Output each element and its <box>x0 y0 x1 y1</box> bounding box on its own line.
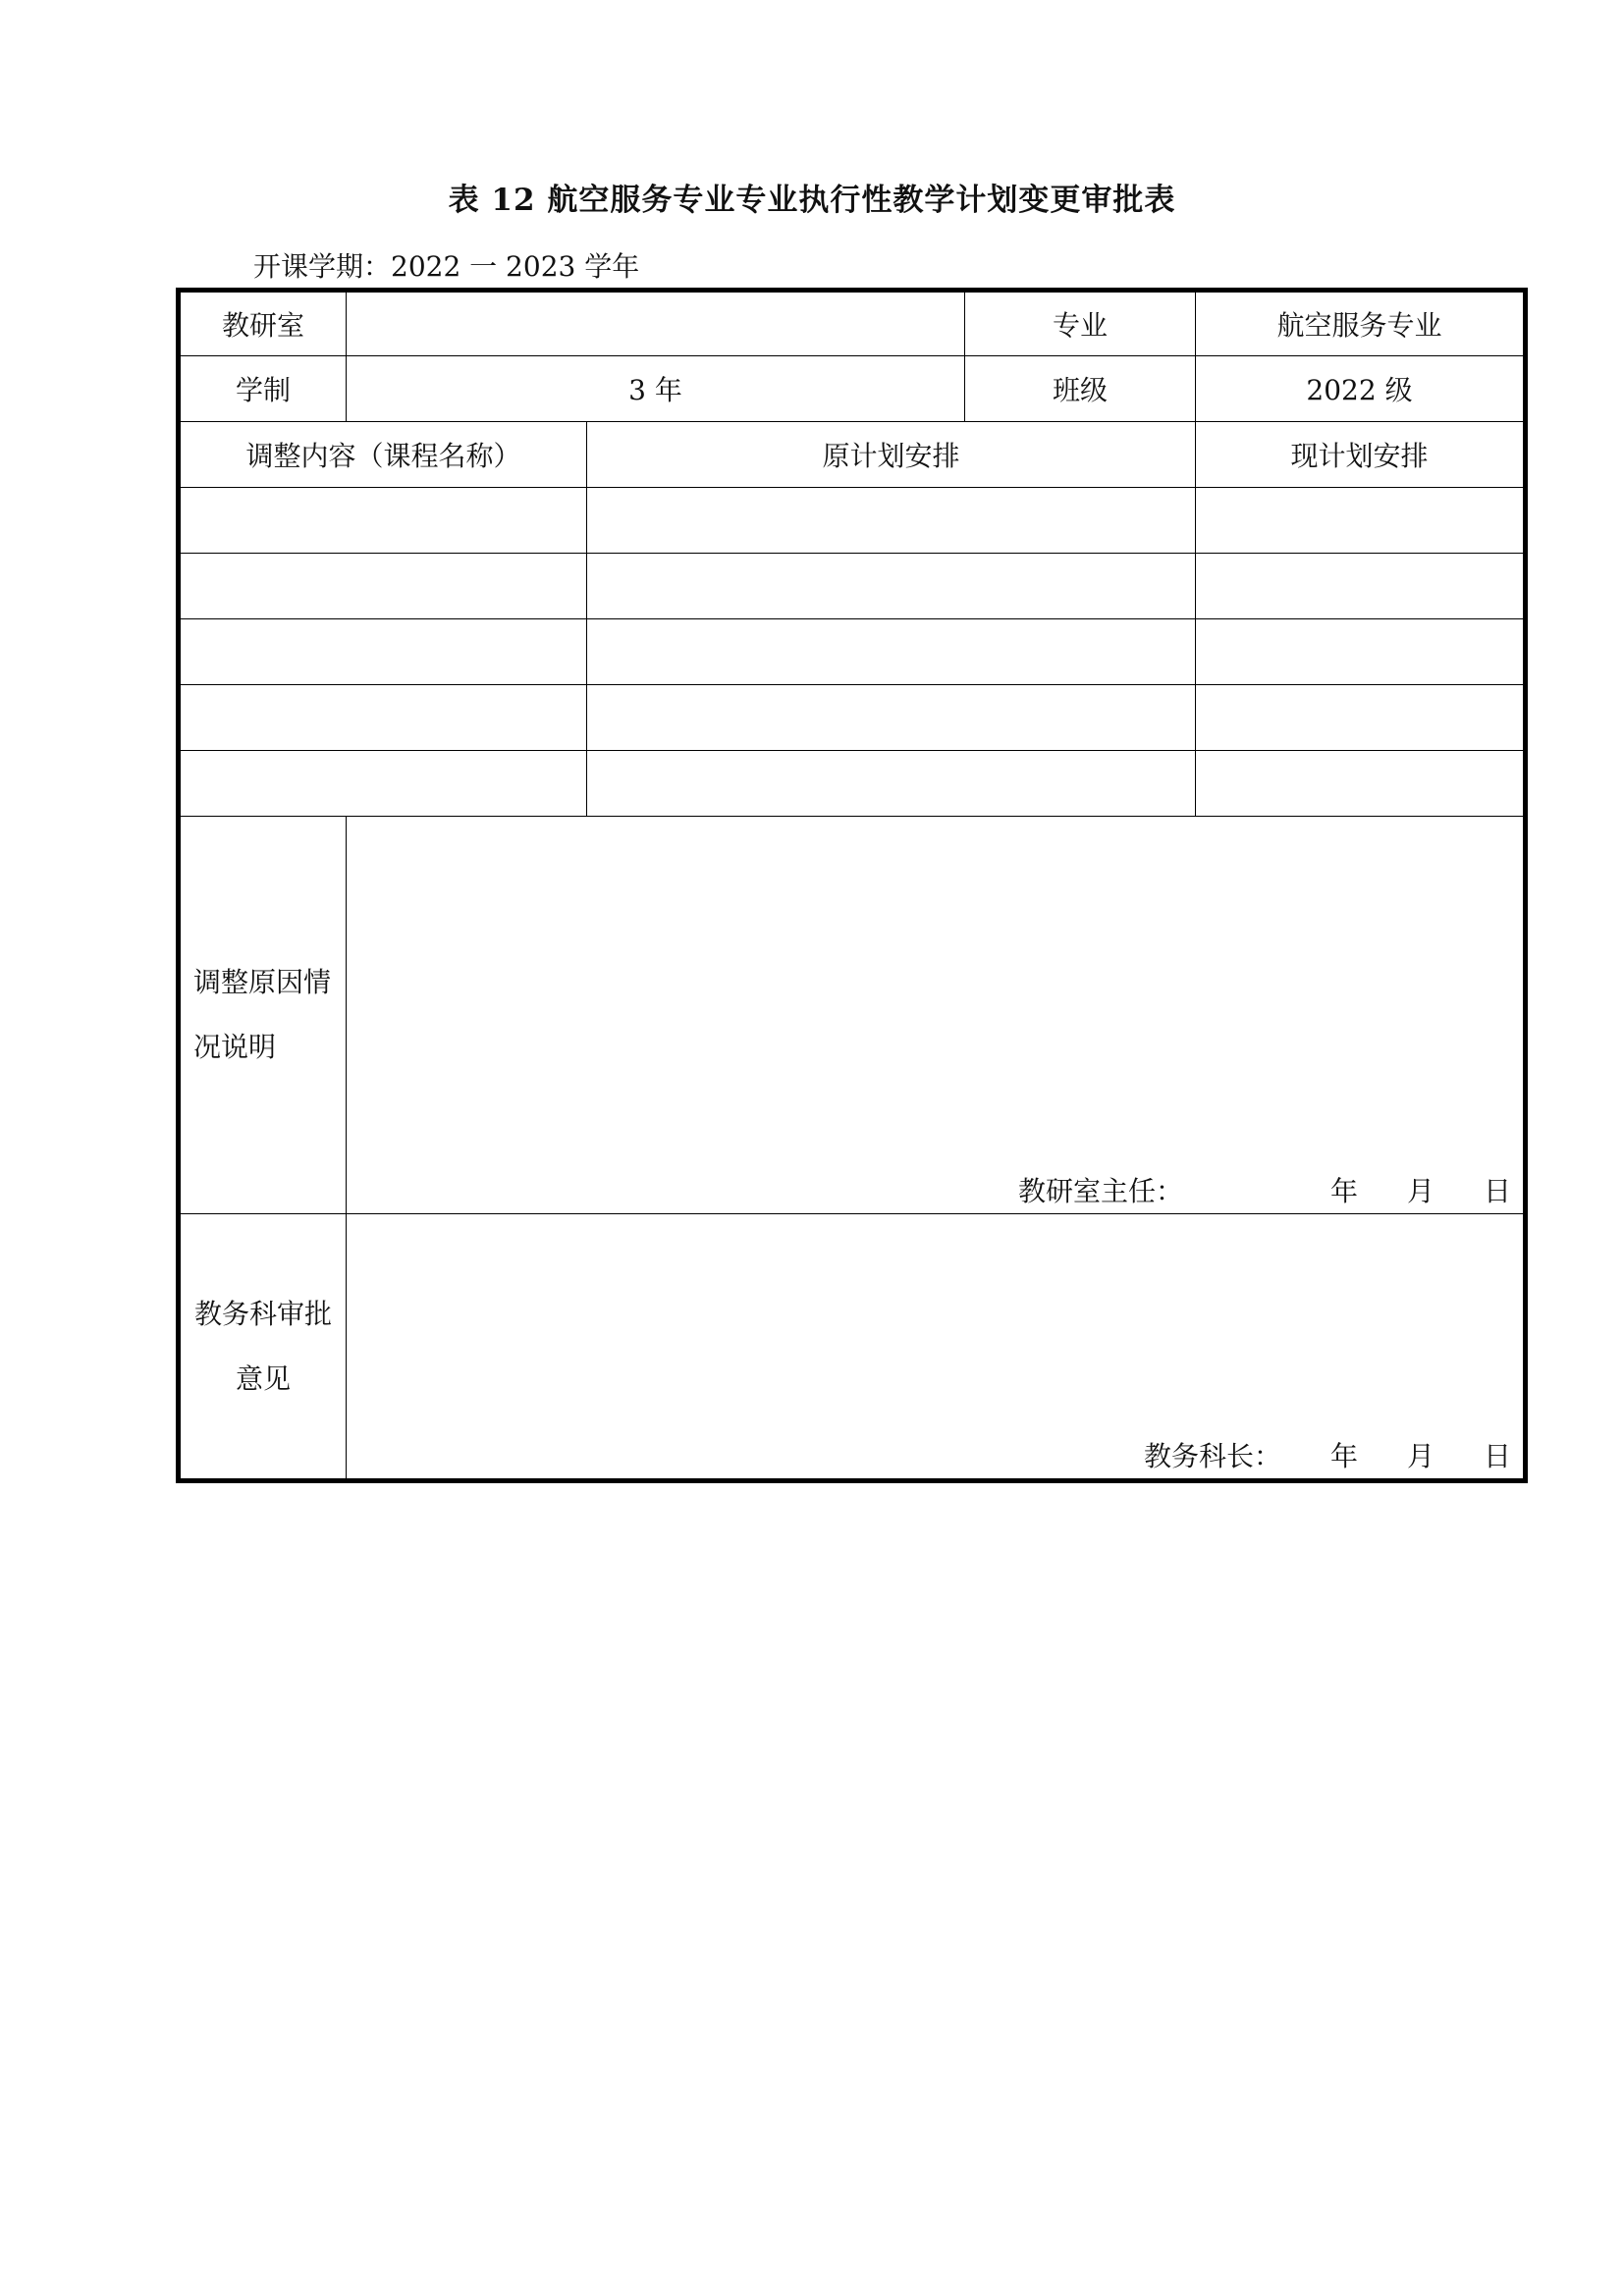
row-original <box>587 685 1196 751</box>
row-current <box>1196 488 1526 554</box>
approval-label-line1: 教务科审批 <box>193 1297 332 1330</box>
approval-row <box>179 1214 1526 1481</box>
class-label: 班级 <box>965 356 1196 422</box>
reason-signer: 教研室主任： <box>1017 1175 1183 1207</box>
row-original <box>587 554 1196 619</box>
row-content <box>179 488 587 554</box>
system-label: 学制 <box>179 356 347 422</box>
row-content <box>179 619 587 685</box>
approval-signature-line <box>1144 1435 1511 1474</box>
info-row-1 <box>179 291 1526 356</box>
page-title: 表 12 航空服务专业专业执行性教学计划变更审批表 <box>448 183 1176 218</box>
row-original <box>587 488 1196 554</box>
reason-content <box>347 817 1526 1214</box>
approval-label <box>179 1214 347 1481</box>
class-value: 2022 级 <box>1196 356 1526 422</box>
reason-label-line2: 况说明 <box>193 1031 277 1063</box>
row-content <box>179 554 587 619</box>
row-content <box>179 751 587 817</box>
header-row <box>179 422 1526 488</box>
approval-form-table <box>176 288 1528 1483</box>
course-term: 开课学期：2022 一 2023 学年 <box>253 250 640 283</box>
reason-signature-line <box>1018 1170 1511 1209</box>
row-original <box>587 619 1196 685</box>
row-content <box>179 685 587 751</box>
system-value: 3 年 <box>347 356 965 422</box>
info-row-2 <box>179 356 1526 422</box>
reason-year: 年 <box>1329 1175 1358 1207</box>
header-original: 原计划安排 <box>587 422 1196 488</box>
header-current: 现计划安排 <box>1196 422 1526 488</box>
row-current <box>1196 685 1526 751</box>
table-row <box>179 554 1526 619</box>
table-row <box>179 619 1526 685</box>
dept-label: 教研室 <box>179 291 347 356</box>
major-label: 专业 <box>965 291 1196 356</box>
row-current <box>1196 619 1526 685</box>
approval-signer: 教务科长： <box>1143 1440 1281 1472</box>
header-content: 调整内容（课程名称） <box>179 422 587 488</box>
approval-day: 日 <box>1483 1440 1511 1472</box>
table-row <box>179 685 1526 751</box>
reason-label-line1: 调整原因情 <box>193 966 332 998</box>
row-current <box>1196 751 1526 817</box>
table-row <box>179 488 1526 554</box>
major-value: 航空服务专业 <box>1196 291 1526 356</box>
approval-content <box>347 1214 1526 1481</box>
row-original <box>587 751 1196 817</box>
reason-label <box>179 817 347 1214</box>
reason-row <box>179 817 1526 1214</box>
approval-label-line2: 意见 <box>235 1362 291 1395</box>
reason-day: 日 <box>1483 1175 1511 1207</box>
dept-value <box>347 291 965 356</box>
approval-month: 月 <box>1406 1440 1435 1472</box>
reason-month: 月 <box>1406 1175 1435 1207</box>
approval-year: 年 <box>1329 1440 1358 1472</box>
table-row <box>179 751 1526 817</box>
row-current <box>1196 554 1526 619</box>
